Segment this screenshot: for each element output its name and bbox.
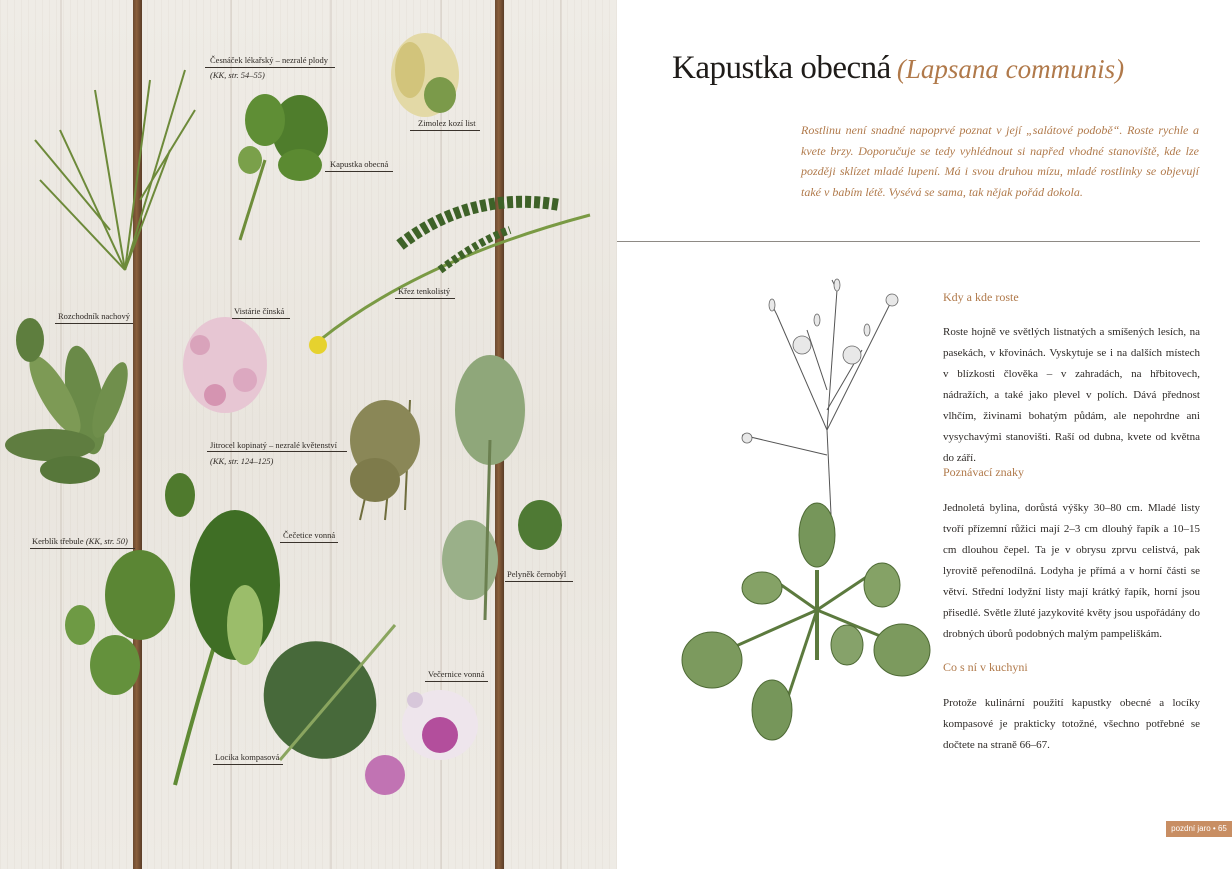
label-cesnacek: [210, 55, 328, 65]
label-jitrocel-ref-text: (KK, str. 124–125): [210, 456, 274, 466]
cicorka-plant: [175, 510, 280, 785]
label-leader: [232, 318, 290, 319]
label-vistarie: Vistárie čínská: [234, 306, 285, 316]
label-rozchodnik: Rozchodník nachový: [58, 311, 130, 321]
title-czech: Kapustka obecná: [672, 50, 891, 86]
zimolez-plant: [391, 33, 459, 117]
section-heading-kitchen: Co s ní v kuchyni: [943, 660, 1028, 674]
label-jitrocel-text: Jitrocel kopinatý – nezralé květenství: [210, 440, 337, 450]
label-leader: [205, 67, 335, 68]
intro-paragraph: Rostlinu není snadné napoprvé poznat v její „salátové podobě“. Roste rychle a kvete brzy. Doporučuje se tedy vyhlédnout si napřed vhodné stanoviště, kde lze později sklízet mladé lupení. Má i svou druhou mízu, mladé rostlinky se objevují také v babím létě. Vysévá se sama, tak nějak pořád dokola.: [801, 123, 1199, 199]
label-leader: [410, 130, 480, 131]
page-folio: pozdní jaro • 65: [1166, 821, 1232, 837]
label-zimolez: Zimolez kozí list: [418, 118, 476, 128]
kapustka-plant: [238, 94, 328, 240]
label-cesnacek-ref-text: (KK, str. 54–55): [210, 70, 265, 80]
vistarie-plant: [183, 317, 267, 413]
label-leader: [213, 764, 283, 765]
label-kerblik-ref: (KK, str. 50): [85, 536, 128, 546]
text-page: [617, 0, 1232, 869]
section-body-habitat: Roste hojně ve světlých listnatých a smíšených lesích, na pasekách, v křovinách. Vyskytuje se i na dalších místech v blízkosti člověka – v zahradách, na hřbitovech, nádražích, a také jako plevel v polích. Dává přednost vlhčím, živinami bohatým půdám, ale nepohrdne ani vysychavými stanovišti. Raší od dubna, kvete od května do září.: [943, 326, 1200, 464]
label-jitrocel: [210, 440, 337, 450]
section-heading-identification: Poznávací znaky: [943, 465, 1024, 479]
label-leader: [280, 542, 338, 543]
label-jitrocel-ref: [210, 456, 273, 466]
lapsana-illustration: [667, 270, 937, 750]
flower-heads: [742, 279, 898, 443]
section-body-kitchen: Protože kulinární použití kapustky obecné a locíky kompasové je prakticky totožné, všechno potřebné se dočtete na straně 66–67.: [943, 697, 1200, 751]
section-heading-habitat: Kdy a kde roste: [943, 290, 1019, 304]
krez-plant: [309, 202, 590, 354]
label-kerblik-text: Kerblík třebule: [32, 536, 84, 546]
label-cesnacek-text: Česnáček lékařský – nezralé plody: [210, 55, 329, 65]
vecernice-plant: [365, 690, 478, 795]
label-cecetka: Čečetice vonná: [283, 530, 336, 540]
cesnacek-plant: [35, 70, 195, 270]
jitrocel-plant: [350, 400, 420, 520]
title-latin: (Lapsana communis): [896, 54, 1125, 84]
label-leader: [395, 298, 455, 299]
label-locika: Locika kompasová: [215, 752, 280, 762]
section-divider: [617, 241, 1200, 242]
label-leader: [425, 681, 488, 682]
rozchodnik-plant: [5, 318, 135, 484]
section-body-identification: Jednoletá bylina, dorůstá výšky 30–80 cm. Mladé listy tvoří přízemní růžici mají 2–3 cm dlouhý řapík a 10–15 cm dlouhou čepel. Ta je v obrysu zprvu celistvá, pak lyrovitě peřenodílná. Lodyha je přímá a v horní části se větví. Střední lodyžní listy mají krátký řapík, horní jsou přisedlé. Světle žluté jazykovité květy jsou uspořádány do drobných úborů podobných malým pampeliškám.: [943, 502, 1200, 640]
label-leader: [505, 581, 573, 582]
leaf-rosette: [682, 503, 930, 740]
label-leader: [207, 451, 347, 452]
kerblik-plant: [65, 473, 195, 695]
label-leader: [30, 548, 135, 549]
label-kapustka: Kapustka obecná: [330, 159, 389, 169]
label-kerblik: [32, 536, 128, 546]
label-pelynek: Pelyněk černobýl: [507, 569, 567, 579]
label-cesnacek-ref: [210, 70, 265, 80]
label-vecernice: Večernice vonná: [428, 669, 485, 679]
label-krez: Křez tenkolistý: [398, 286, 451, 296]
page-title: [672, 50, 1124, 87]
label-leader: [55, 323, 133, 324]
label-leader: [325, 171, 393, 172]
